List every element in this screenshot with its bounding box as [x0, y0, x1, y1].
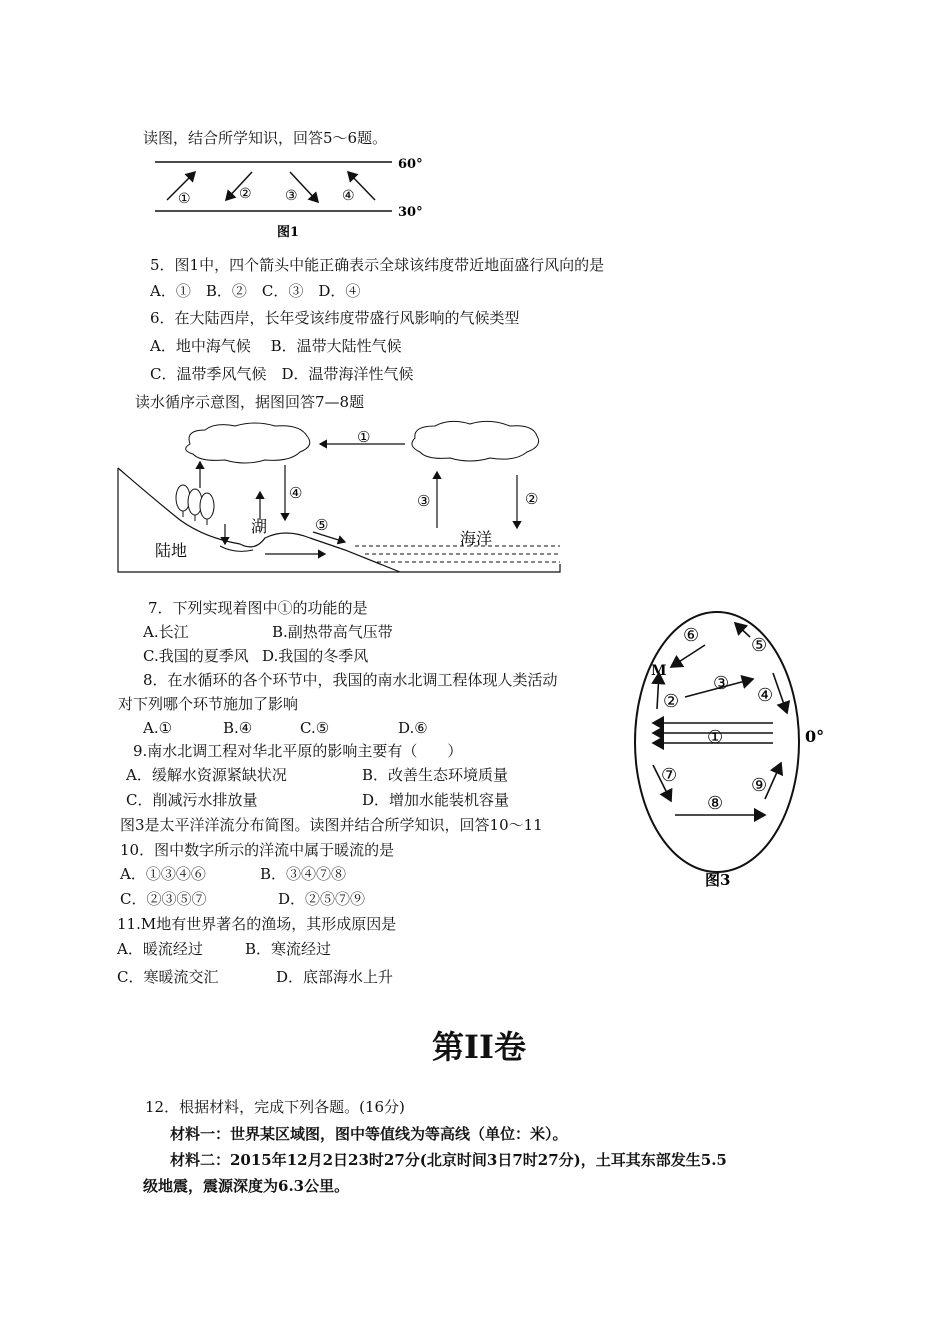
arrow-1-label: ① — [178, 191, 191, 207]
intro-7-8: 读水循序示意图，据图回答7—8题 — [135, 393, 365, 411]
q6-options-cd: C．温带季风气候 D．温带海洋性气候 — [150, 365, 414, 383]
figure-3-ocean-currents — [625, 605, 845, 895]
q10-stem: 10．图中数字所示的洋流中属于暖流的是 — [120, 841, 395, 859]
land-label: 陆地 — [155, 541, 188, 560]
q8-stem-1: 8．在水循环的各个环节中，我国的南水北调工程体现人类活动 — [143, 671, 558, 689]
current-7-label: ⑦ — [661, 765, 678, 786]
cloud-right — [412, 421, 539, 461]
label-2: ② — [525, 490, 539, 508]
intro-10-11: 图3是太平洋洋流分布简图。读图并结合所学知识，回答10～11 — [120, 816, 543, 834]
trees-icon — [176, 485, 214, 525]
arrow-4-label: ④ — [342, 188, 355, 204]
water-cycle-diagram — [115, 420, 565, 580]
current-4-label: ④ — [757, 685, 774, 706]
figure-1-wind-diagram — [140, 152, 440, 242]
current-5-label: ⑤ — [751, 635, 768, 656]
current-2-label: ② — [663, 691, 680, 712]
current-3-label: ③ — [713, 673, 730, 694]
material-2-line1: 材料二：2015年12月2日23时27分(北京时间3日7时27分)，土耳其东部发生5.5 — [170, 1151, 727, 1169]
material-2-line2: 级地震，震源深度为6.3公里。 — [143, 1177, 350, 1195]
q8-opt-b: B.④ — [223, 719, 253, 737]
q8-opt-d: D.⑥ — [398, 719, 428, 737]
label-5: ⑤ — [315, 516, 329, 534]
q7-opt-a: A.长江 — [143, 623, 189, 641]
q7-opt-d: D.我国的冬季风 — [262, 647, 369, 665]
q11-opt-c: C．寒暖流交汇 — [117, 968, 219, 986]
cloud-left — [186, 423, 310, 463]
figure-3-caption: 图3 — [705, 871, 731, 889]
q10-opt-d: D．②⑤⑦⑨ — [278, 890, 366, 908]
q9-opt-a: A．缓解水资源紧缺状况 — [126, 766, 287, 784]
q7-opt-b: B.副热带高气压带 — [272, 623, 393, 641]
intro-5-6: 读图，结合所学知识，回答5～6题。 — [143, 129, 388, 147]
equator-label: 0° — [805, 727, 825, 746]
q5-options: A．① B．② C．③ D．④ — [150, 282, 361, 300]
current-6-label: ⑥ — [683, 625, 700, 646]
q9-opt-c: C．削减污水排放量 — [126, 791, 258, 809]
q10-opt-b: B．③④⑦⑧ — [260, 865, 347, 883]
q12-stem: 12．根据材料，完成下列各题。(16分) — [145, 1098, 405, 1116]
part-2-title: 第II卷 — [432, 1028, 526, 1066]
q7-stem: 7．下列实现着图中①的功能的是 — [148, 599, 368, 617]
q5-stem: 5．图1中，四个箭头中能正确表示全球该纬度带近地面盛行风向的是 — [150, 256, 605, 274]
q9-opt-d: D．增加水能装机容量 — [362, 791, 510, 809]
arrow-3-label: ③ — [285, 188, 298, 204]
lat-60-label: 60° — [398, 157, 423, 172]
q9-opt-b: B．改善生态环境质量 — [362, 766, 509, 784]
m-label: M — [651, 663, 667, 679]
figure-1-caption: 图1 — [277, 225, 300, 240]
q8-opt-a: A.① — [143, 719, 173, 737]
current-1-label: ① — [707, 727, 724, 748]
q6-options-ab: A．地中海气候 B．温带大陆性气候 — [150, 337, 402, 355]
q6-stem: 6．在大陆西岸，长年受该纬度带盛行风影响的气候类型 — [150, 309, 520, 327]
q11-opt-a: A．暖流经过 — [117, 940, 203, 958]
lat-30-label: 30° — [398, 205, 423, 220]
label-1: ① — [357, 428, 371, 446]
label-3: ③ — [417, 492, 431, 510]
q10-opt-a: A．①③④⑥ — [120, 865, 206, 883]
current-8-label: ⑧ — [707, 793, 724, 814]
material-1: 材料一：世界某区域图，图中等值线为等高线（单位：米）。 — [170, 1125, 568, 1143]
current-9-label: ⑨ — [751, 775, 768, 796]
q9-stem: 9.南水北调工程对华北平原的影响主要有（ ） — [133, 742, 463, 760]
q11-stem: 11.M地有世界著名的渔场，其形成原因是 — [117, 915, 397, 933]
q8-stem-2: 对下列哪个环节施加了影响 — [118, 695, 299, 713]
arrow-2-label: ② — [239, 186, 252, 202]
q8-opt-c: C.⑤ — [300, 719, 330, 737]
q11-opt-d: D．底部海水上升 — [276, 968, 394, 986]
label-4: ④ — [289, 484, 303, 502]
q7-opt-c: C.我国的夏季风 — [143, 647, 249, 665]
lake-label: 湖 — [251, 517, 268, 536]
q10-opt-c: C．②③⑤⑦ — [120, 890, 207, 908]
ocean-label: 海洋 — [460, 529, 493, 548]
q11-opt-b: B．寒流经过 — [245, 940, 332, 958]
